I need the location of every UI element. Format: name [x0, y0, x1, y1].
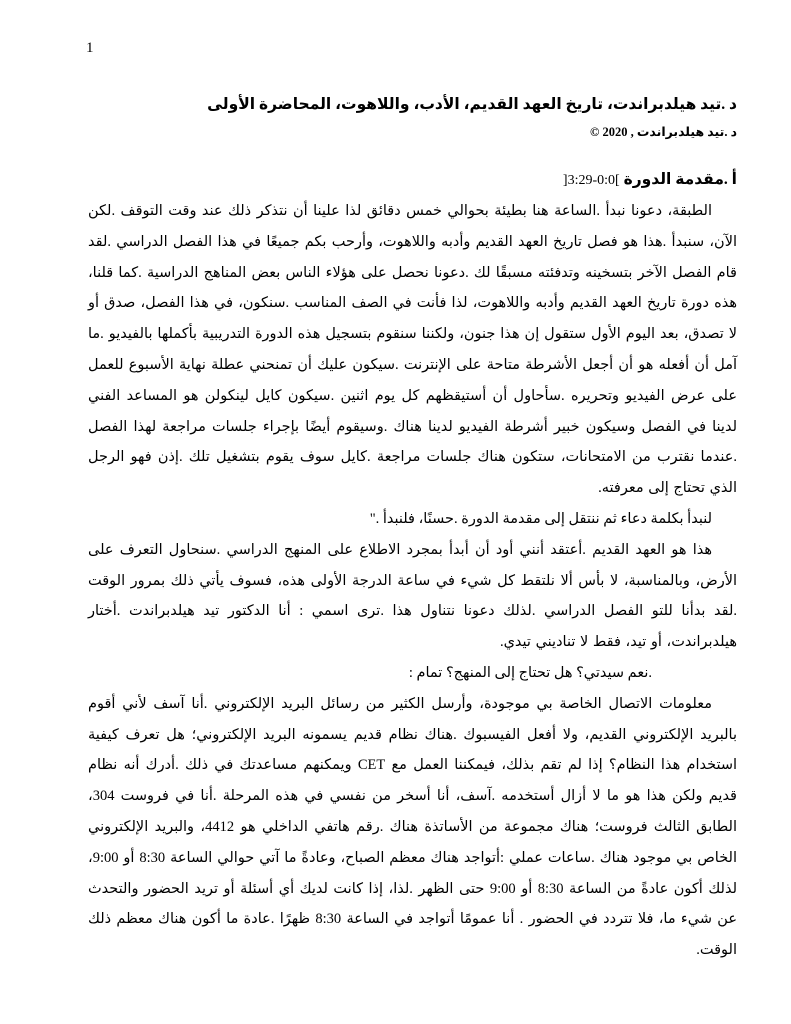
document-title: د .تيد هيلدبراندت، تاريخ العهد القديم، الأدب، واللاهوت، المحاضرة الأولى: [207, 96, 737, 113]
paragraph-syllabus-question: .نعم سيدتي؟ هل تحتاج إلى المنهج؟ تمام :: [408, 664, 652, 681]
paragraph-prayer-line: لنبدأ بكلمة دعاء ثم ننتقل إلى مقدمة الدورة .حسنًا، فلنبدأ .": [369, 510, 712, 527]
paragraph-contact-info: معلومات الاتصال الخاصة بي موجودة، وأرسل الكثير من رسائل البريد الإلكتروني .أنا آسف لأني أقوم بالبريد الإلكتروني القديم، ولا أفعل الفيسبوك .هناك نظام قديم يسمونه البريد الإلكتروني؛ هل تعرف كيفية استخدام هذا النظام؟ إذا لم تقم بذلك، فيمكننا العمل مع CET ويمكنهم مساعدتك في ذلك .أدرك أنه نظام قديم ولكن هذا هو ما لا أزال أستخدمه .آسف، أنا أسخر من نفسي في هذه المرحلة .أنا في فروست 304، الطابق الثالث فروست؛ هناك مجموعة من الأساتذة هناك .رقم هاتفي الداخلي هو 4412، والبريد الإلكتروني الخاص بي موجود هناك .ساعات عملي :أتواجد هناك معظم الصباح، وعادةً ما آتي حوالي الساعة 8:30 أو 9:00، لذلك أكون عادةً من الساعة 8:30 أو 9:00 حتى الظهر .لذا، إذا كانت لديك أي أسئلة أو تريد الحضور والتحدث عن شيء ما، فلا تتردد في الحضور . أنا عمومًا أتواجد في الساعة 8:30 ظهرًا .عادة ما أكون هناك معظم ذلك الوقت.: [88, 695, 738, 959]
page-number: 1: [86, 40, 94, 56]
paragraph-course-intro: الطبقة، دعونا نبدأ .الساعة هنا بطيئة بحوالي خمس دقائق لذا علينا أن نتذكر ذلك عند وقت التوقف .لكن الآن، سنبدأ .هذا هو فصل تاريخ العهد القديم وأدبه واللاهوت، وأرحب بكم جميعًا في هذا الفصل الدراسي .لقد قام الفصل الآخر بتسخينه وتدفئته مسبقًا لك .دعونا نحصل على هؤلاء الناس بعض المناهج الدراسية .كما قلنا، هذه دورة تاريخ العهد القديم وأدبه واللاهوت، لذا فأنت في الصف المناسب .سنكون، في هذا الفصل، صدق أو لا تصدق، بعد اليوم الأول ستقول إن هذا جنون، ولكننا سنقوم بتسجيل هذه الدورة التدريبية بأكملها بالفيديو .ما آمل أن أفعله هو أن أجعل الأشرطة متاحة على الإنترنت .سيكون عليك أن تمنحني عطلة نهاية الأسبوع للعمل على عرض الفيديو وتحريره .سأحاول أن أستيقظهم كل يوم اثنين .سيكون كايل لينكولن هو المساعد الفني لدينا في الفصل وسيكون خبير أشرطة الفيديو لدينا هناك .وسيقوم أيضًا بإجراء جلسات مراجعة لهذا الفصل .عندما نقترب من الامتحانات، ستكون هناك جلسات مراجعة .كايل سوف يقوم بتشغيل تلك .إذن فهو الرجل الذي تحتاج إلى معرفته.: [88, 203, 737, 497]
section-timestamp: ]3:29-0:0[: [562, 173, 620, 188]
document-content: [88, 0, 737, 966]
section-heading-label: أ .مقدمة الدورة: [623, 171, 737, 188]
copyright-line: د .تيد هيلدبراندت , 2020 ©: [590, 125, 737, 139]
section-heading: [88, 169, 737, 191]
paragraph-syllabus-name: هذا هو العهد القديم .أعتقد أنني أود أن أبدأ بمجرد الاطلاع على المنهج الدراسي .سنحاول التعرف على الأرض، وبالمناسبة، لا بأس ألا نلتقط كل شيء في ساعة الدرجة الأولى هذه، فسوف يأتي ذلك بمرور الوقت .لقد بدأنا للتو الفصل الدراسي .لذلك دعونا نتناول هذا .ترى اسمي : أنا الدكتور تيد هيلدبراندت .أختار هيلدبراندت، أو تيد، فقط لا تناديني تيدي.: [88, 541, 737, 651]
